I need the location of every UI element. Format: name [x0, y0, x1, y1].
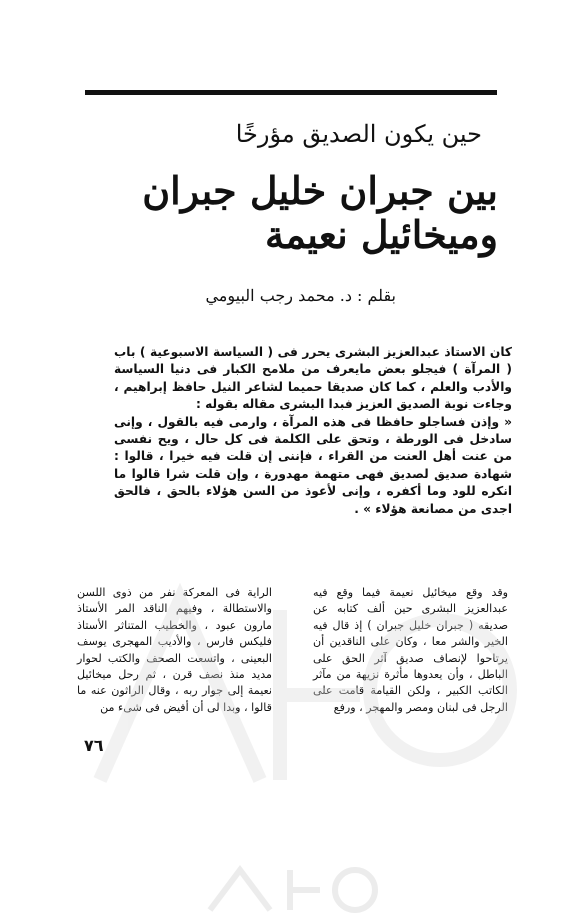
body-column-left	[77, 585, 272, 716]
body-column-right-text: وقد وقع ميخائيل نعيمة فيما وقع فيه عبدالعزيز البشرى حين ألف كتابه عن صديقه ( جبران خليل جبران ) إذ قال فيه الخير والشر معا ، وكان على الناقدين أن يرتاحوا لإنصاف صديق آثر الحق على الباطل ، وأن يعدوها مأثرة نزيهة من مآثر الكاتب الكبير ، ولكن القيامة قامت على الرجل فى لبنان ومصر والمهجر ، ورفع	[313, 586, 508, 714]
page-number: ٧٦	[84, 736, 104, 755]
article-kicker: حين يكون الصديق مؤرخًا	[235, 120, 482, 148]
intro-paragraph-2: « وإذن فساجلو حافظا فى هذه المرآة ، وارمى فيه بالقول ، وإنى سادخل فى الورطة ، وتحق على الكلمة فى كل حال ، ويح نفسى من عنت أهل العنت من القراء ، فإننى إن قلت فيه خيرا ، قالوا : شهادة صديق لصديق فهى متهمة مهدورة ، وإن قلت شرا قالوا ما انكره للود وما أكفره ، وإنى لأعوذ من السن هؤلاء بالحق ، فالحق اجدى من مصانعة هؤلاء » .	[114, 414, 512, 516]
top-rule	[85, 90, 497, 95]
bottom-watermark-mark	[190, 860, 390, 920]
headline-line-2: وميخائيل نعيمة	[264, 212, 498, 257]
intro-paragraph-1: كان الاستاذ عبدالعزيز البشرى يحرر فى ( السياسة الاسبوعية ) باب ( المرآة ) فيجلو بعض مايعرف من ملامح الكبار فى دنيا السياسة والأدب والعلم ، كما كان صديقا حميما لشاعر النيل حافظ إبراهيم ، وجاءت نوبة الصديق العزيز فبدا البشرى مقاله بقوله :	[114, 345, 512, 412]
intro-paragraph-block	[114, 344, 512, 518]
headline-line-1: بين جبران خليل جبران	[142, 168, 498, 213]
byline: بقلم : د. محمد رجب البيومي	[205, 286, 396, 305]
body-column-left-text: الراية فى المعركة نفر من ذوى اللسن والاستطالة ، وفيهم الناقد المر الأستاذ مارون عبود ، والخطيب المتناثر الأستاذ فليكس فارس ، والأديب المهجرى يوسف البعينى ، واتسعت الصحف والكتب لحوار مديد منذ نصف قرن ، ثم رحل ميخائيل نعيمة إلى جوار ربه ، وقال الراثون عنه ما قالوا ، وبدا لى أن أفيض فى شىء من	[77, 586, 272, 714]
body-column-right	[313, 585, 508, 716]
